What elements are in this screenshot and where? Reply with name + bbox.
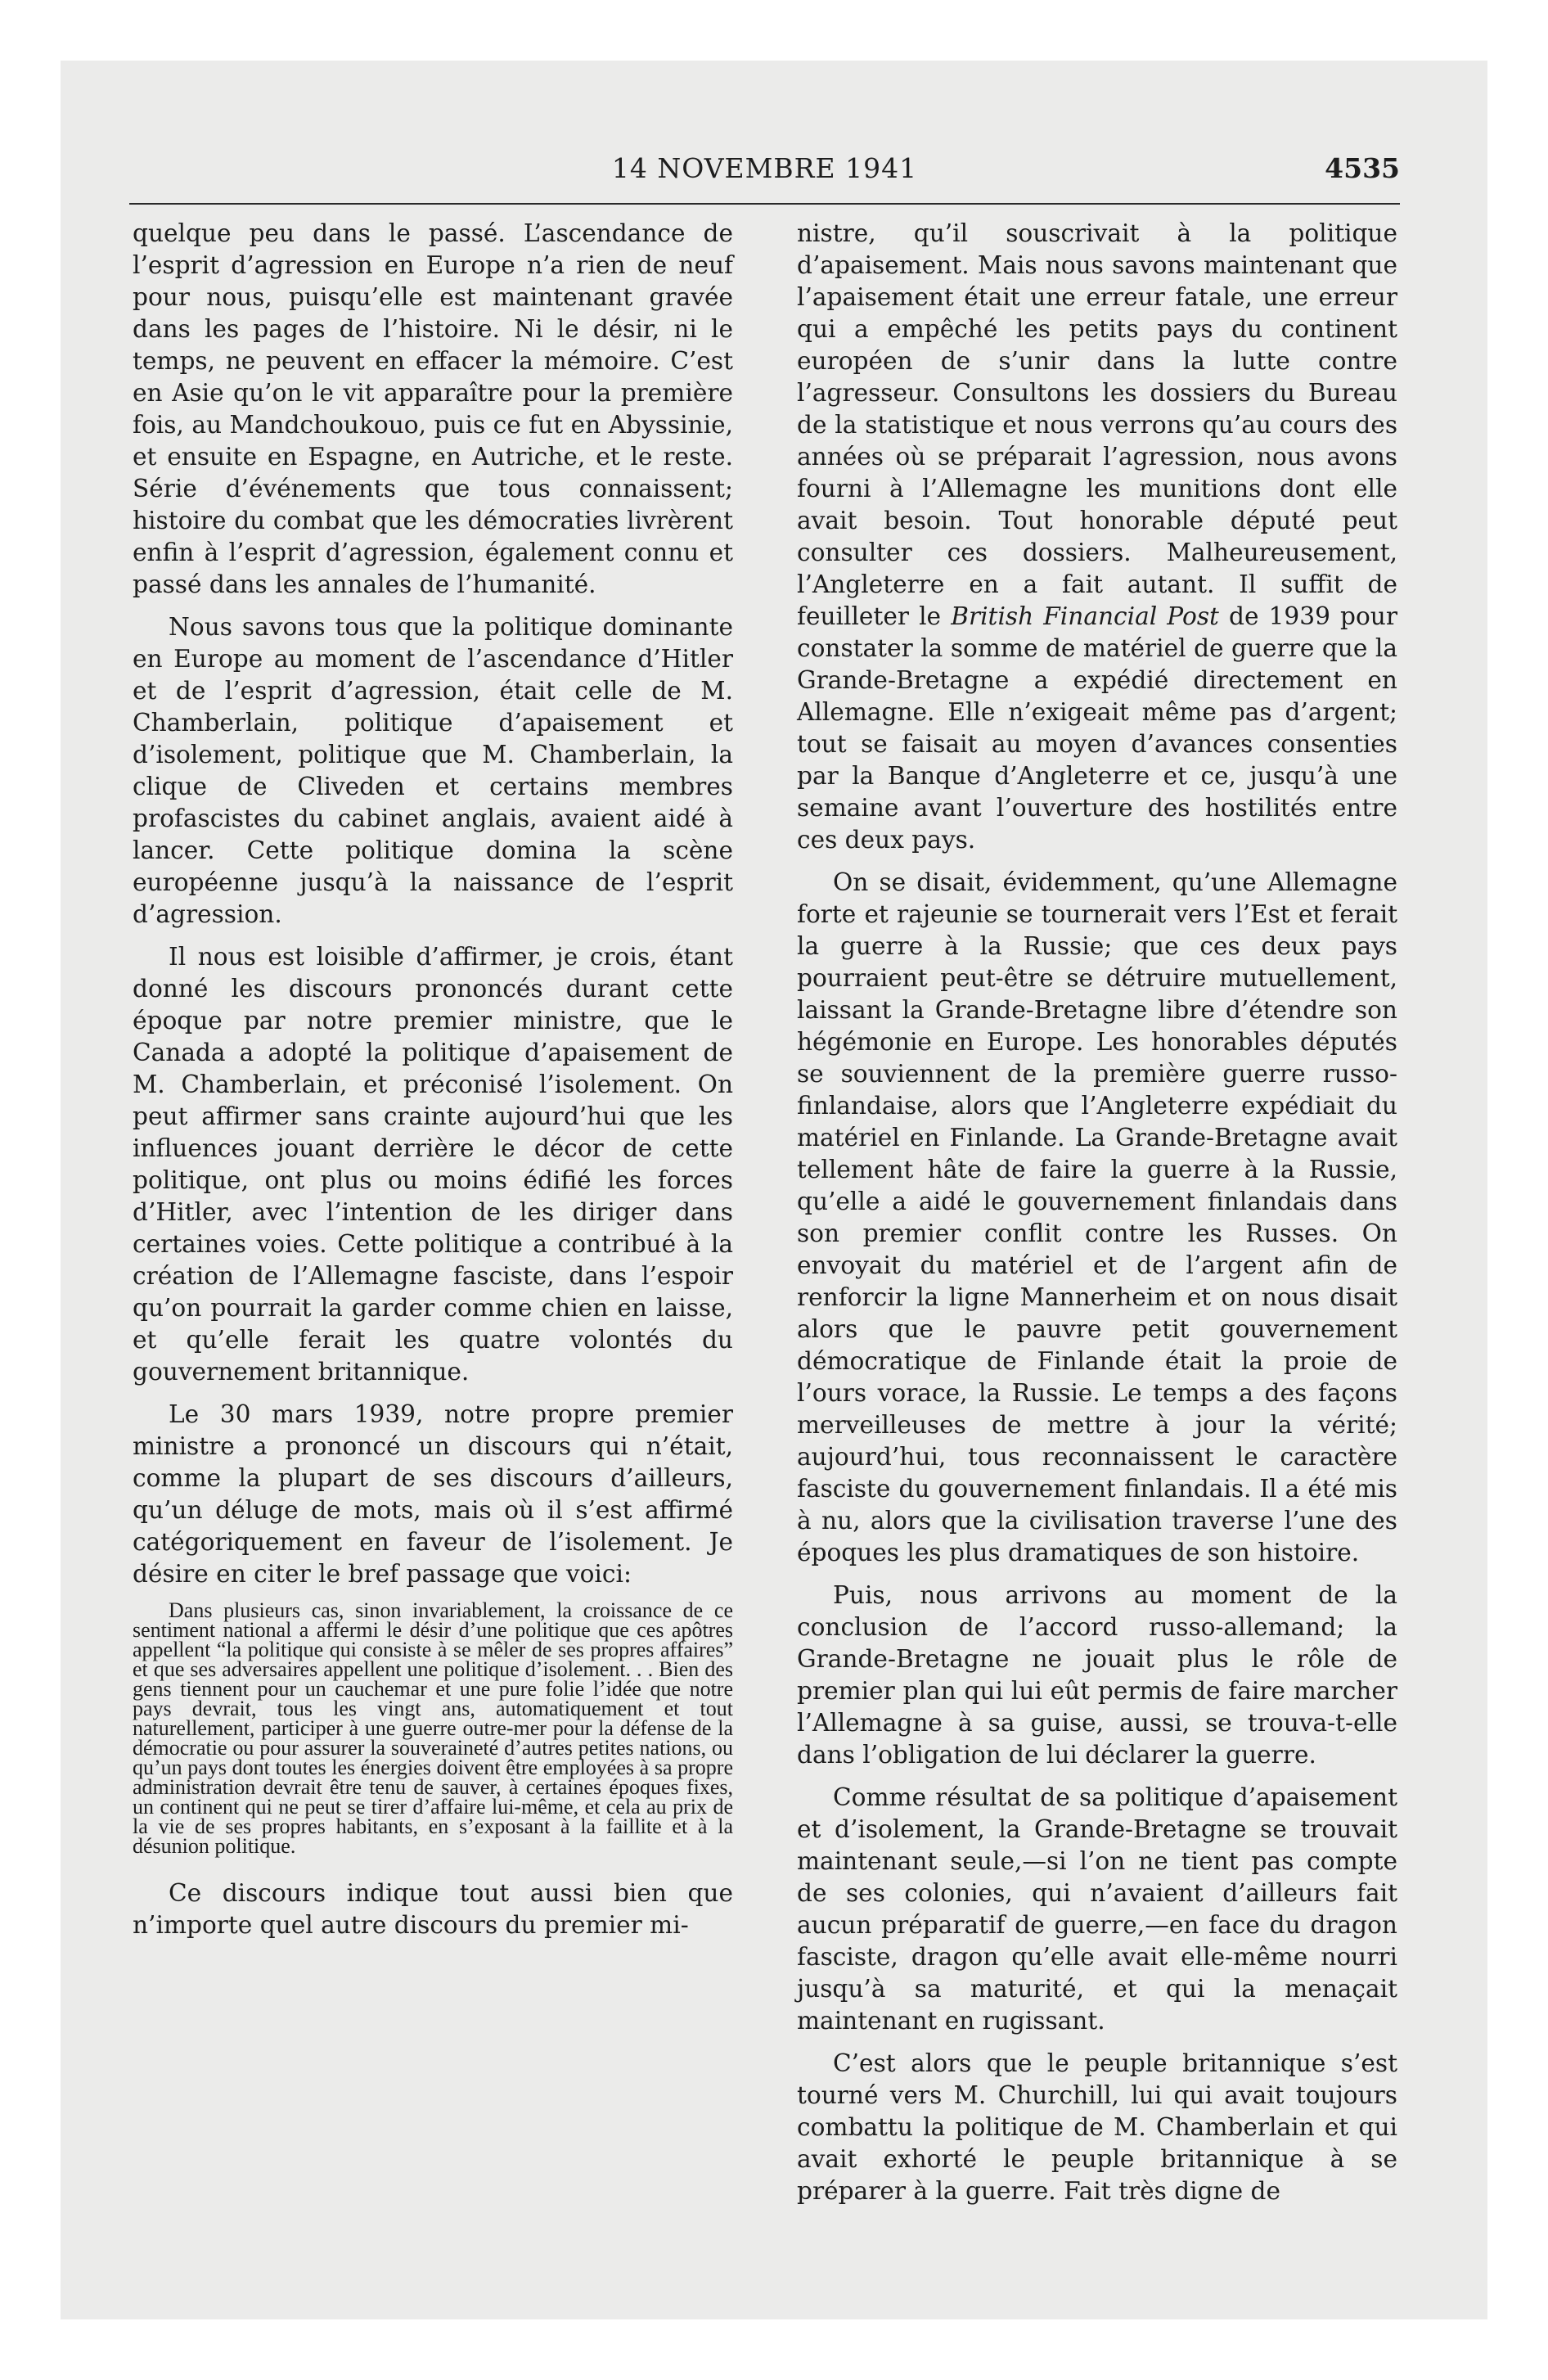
paragraph: Puis, nous arrivons au moment de la conclusion de l’accord russo-allemand; la Grande-Bretagne ne jouait plus le rôle de premier plan qui lui eût permis de faire marcher l’Allemagne à sa guise, aussi, se trouva-t-elle dans l’obligation de lui déclarer la guerre. [797,1581,1397,1769]
header-rule [129,203,1400,205]
paragraph: Le 30 mars 1939, notre propre premier ministre a prononcé un discours qui n’était, comme la plupart de ses discours d’ailleurs, qu’un déluge de mots, mais où il s’est affirmé catégoriquement en faveur de l’isolement. Je désire en citer le bref passage que voici: [133,1400,733,1588]
publication-title: British Financial Post [951,602,1219,630]
paragraph-text: nistre, qu’il souscrivait à la politique d’apaisement. Mais nous savons maintenant que l’apaisement était une erreur fatale, une erreur qui a empêché les petits pays du continent européen de s’unir dans la lutte contre l’agresseur. Consultons les dossiers du Bureau de la statistique et nous verrons qu’au cours des années où se préparait l’agression, nous avons fourni à l’Allemagne les munitions dont elle avait besoin. Tout honorable député peut consulter ces dossiers. Malheureusement, l’Angleterre en a fait autant. Il suffit de feuilleter le [797,219,1397,630]
paragraph: Comme résultat de sa politique d’apaisement et d’isolement, la Grande-Bretagne se trouvait maintenant seule,—si l’on ne tient pas compte de ses colonies, qui n’avaient d’ailleurs fait aucun préparatif de guerre,—en face du dragon fasciste, dragon qu’elle avait elle-même nourri jusqu’à sa maturité, et qui la menaçait maintenant en rugissant. [797,1783,1397,2035]
paragraph-text: de 1939 pour constater la somme de matériel de guerre que la Grande-Bretagne a expédié directement en Allemagne. Elle n’exigeait même pas d’argent; tout se faisait au moyen d’avances consenties par la Banque d’Angleterre et ce, jusqu’à une semaine avant l’ouverture des hostilités entre ces deux pays. [797,602,1397,854]
paragraph: quelque peu dans le passé. L’ascendance de l’esprit d’agression en Europe n’a rien de neuf pour nous, puisqu’elle est maintenant gravée dans les pages de l’histoire. Ni le désir, ni le temps, ne peuvent en effacer la mémoire. C’est en Asie qu’on le vit apparaître pour la première fois, au Mandchoukouo, puis ce fut en Abyssinie, et ensuite en Espagne, en Autriche, et le reste. Série d’événements que tous connaissent; histoire du combat que les démocraties livrèrent enfin à l’esprit d’agression, également connu et passé dans les annales de l’humanité. [133,219,733,598]
paragraph [797,218,1397,856]
paragraph: C’est alors que le peuple britannique s’est tourné vers M. Churchill, lui qui avait toujours combattu la politique de M. Chamberlain et qui avait exhorté le peuple britannique à se préparer à la guerre. Fait très digne de [797,2049,1397,2205]
page-header [129,141,1400,190]
page-date-title: 14 NOVEMBRE 1941 [611,152,918,184]
paragraph: Ce discours indique tout aussi bien que n’importe quel autre discours du premier mi- [133,1879,733,1939]
right-column [797,218,1397,2218]
left-column [133,218,733,1952]
paragraph: Il nous est loisible d’affirmer, je crois, étant donné les discours prononcés durant cette époque par notre premier ministre, que le Canada a adopté la politique d’apaisement de M. Chamberlain, et préconisé l’isolement. On peut affirmer sans crainte aujourd’hui que les influences jouant derrière le décor de cette politique, ont plus ou moins édifié les forces d’Hitler, avec l’intention de les diriger dans certaines voies. Cette politique a contribué à la création de l’Allemagne fasciste, dans l’espoir qu’on pourrait la garder comme chien en laisse, et qu’elle ferait les quatre volontés du gouvernement britannique. [133,943,733,1386]
paragraph: On se disait, évidemment, qu’une Allemagne forte et rajeunie se tournerait vers l’Est et ferait la guerre à la Russie; que ces deux pays pourraient peut-être se détruire mutuellement, laissant la Grande-Bretagne libre d’étendre son hégémonie en Europe. Les honorables députés se souviennent de la première guerre russo-finlandaise, alors que l’Angleterre expédiait du matériel en Finlande. La Grande-Bretagne avait tellement hâte de faire la guerre à la Russie, qu’elle a aidé le gouvernement finlandais dans son premier conflit contre les Russes. On envoyait du matériel et de l’argent afin de renforcir la ligne Mannerheim et on nous disait alors que le pauvre petit gouvernement démocratique de Finlande était la proie de l’ours vorace, la Russie. Le temps a des façons merveilleuses de mettre à jour la vérité; aujourd’hui, tous reconnaissent le caractère fasciste du gouvernement finlandais. Il a été mis à nu, alors que la civilisation traverse l’une des époques les plus dramatiques de son histoire. [797,868,1397,1566]
paragraph: Nous savons tous que la politique dominante en Europe au moment de l’ascendance d’Hitler et de l’esprit d’agression, était celle de M. Chamberlain, politique d’apaisement et d’isolement, politique que M. Chamberlain, la clique de Cliveden et certains membres profascistes du cabinet anglais, avaient aidé à lancer. Cette politique domina la scène européenne jusqu’à la naissance de l’esprit d’agression. [133,613,733,928]
block-quote: Dans plusieurs cas, sinon invariablement, la croissance de ce sentiment national a affermi le désir d’une politique que ces apôtres appellent “la politique qui consiste à se mêler de ses propres affaires” et que ses adversaires appellent une politique d’isolement. . . Bien des gens tiennent pour un cauchemar et une pure folie l’idée que notre pays devrait, tous les vingt ans, automatiquement et tout naturellement, participer à une guerre outre-mer pour la défense de la démocratie ou pour assurer la souveraineté d’autres petites nations, ou qu’un pays dont toutes les énergies doivent être employées à sa propre administration devrait être tenu de sauver, à certaines époques fixes, un continent qui ne peut se tirer d’affaire lui-même, et cela au prix de la vie de ses propres habitants, en s’exposant à la faillite et à la désunion politique. [133,1598,733,1858]
page-number: 4535 [1325,152,1400,184]
